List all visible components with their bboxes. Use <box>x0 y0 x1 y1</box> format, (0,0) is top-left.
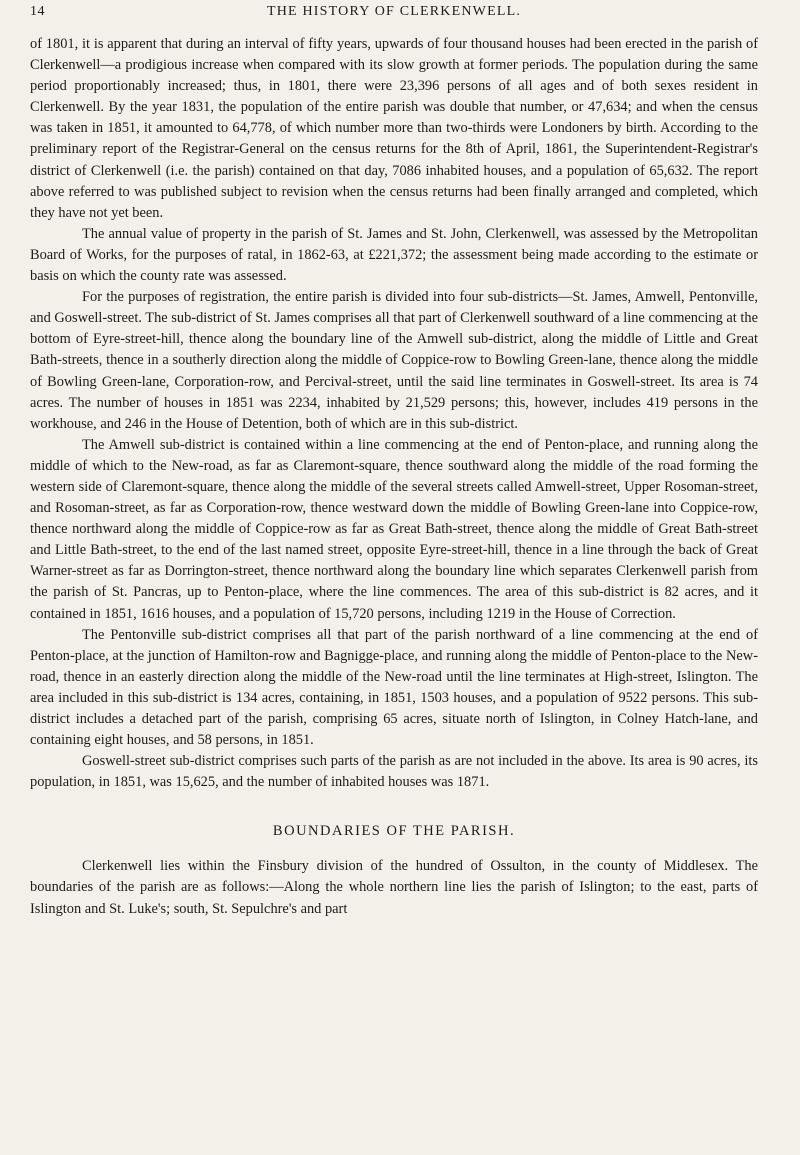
page-header <box>30 0 758 34</box>
running-head: THE HISTORY OF CLERKENWELL. <box>266 4 522 19</box>
section-heading: BOUNDARIES OF THE PARISH. <box>272 823 516 840</box>
paragraph: The Pentonville sub-district comprises all that part of the parish northward of a line commencing at the end of Penton-place, at the junction of Hamilton-row and Bagnigge-place, and running along the middle of Penton-place to the New-road, thence in an easterly direction along the middle of the New-road until the line terminates at High-street, Islington. The area included in this sub-district is 134 acres, containing, in 1851, 1503 houses, and a population of 9522 persons. This sub-district includes a detached part of the parish, comprising 65 acres, situate north of Islington, in Colney Hatch-lane, and containing eight houses, and 58 persons, in 1851. <box>30 626 758 749</box>
body-text <box>30 34 758 793</box>
section-body <box>30 856 758 919</box>
paragraph: Clerkenwell lies within the Finsbury division of the hundred of Ossulton, in the county of Middlesex. The boundaries of the parish are as follows:—Along the whole northern line lies the parish of Islington; to the east, parts of Islington and St. Luke's; south, St. Sepulchre's and part <box>30 858 758 917</box>
paragraph: The annual value of property in the parish of St. James and St. John, Clerkenwell, was assessed by the Metropolitan Board of Works, for the purposes of ratal, in 1862-63, at £221,372; the assessment being made according to the estimate or basis on which the county rate was assessed. <box>30 225 758 285</box>
paragraph: The Amwell sub-district is contained within a line commencing at the end of Penton-place, and running along the middle of which to the New-road, as far as Claremont-square, thence southward along the middle of the road forming the western side of Claremont-square, thence along the middle of the several streets called Amwell-street, Upper Rosoman-street, and Rosoman-street, as far as Corporation-row, thence westward down the middle of Bowling Green-lane into Coppice-row, thence northward along the middle of Coppice-row as far as Great Bath-street, thence along the middle of Great Bath-street and Little Bath-street, to the end of the last named street, opposite Eyre-street-hill, thence in a line through the back of Great Warner-street as far as Dorrington-street, thence northward along the boundary line which separates Clerkenwell parish from the parish of St. Pancras, up to Penton-place, where the line commences. The area of this sub-district is 82 acres, and it contained in 1851, 1616 houses, and a population of 15,720 persons, including 1219 in the House of Correction. <box>30 436 758 622</box>
paragraph: For the purposes of registration, the entire parish is divided into four sub-districts—St. James, Amwell, Pentonville, and Goswell-street. The sub-district of St. James comprises all that part of Clerkenwell southward of a line commencing at the bottom of Eyre-street-hill, thence along the boundary line of the Amwell sub-district, along the middle of Little and Great Bath-streets, thence in a southerly direction along the middle of Coppice-row to Bowling Green-lane, thence along the middle of Bowling Green-lane, Corporation-row, and Percival-street, until the said line terminates in Goswell-street. Its area is 74 acres. The number of houses in 1851 was 2234, inhabited by 21,529 persons; this, however, includes 419 persons in the workhouse, and 246 in the House of Detention, both of which are in this sub-district. <box>30 289 758 432</box>
page-number: 14 <box>30 4 45 19</box>
paragraph: Goswell-street sub-district comprises such parts of the parish as are not included in the above. Its area is 90 acres, its population, in 1851, was 15,625, and the number of inhabited houses was 1871. <box>30 753 758 791</box>
paragraph: of 1801, it is apparent that during an interval of fifty years, upwards of four thousand houses had been erected in the parish of Clerkenwell—a prodigious increase when compared with its slow growth at former periods. The population during the same period proportionably increased; thus, in 1801, there were 23,396 persons of all ages and of both sexes resident in Clerkenwell. By the year 1831, the population of the entire parish was double that number, or 47,634; and when the census was taken in 1851, it amounted to 64,778, of which number more than two-thirds were Londoners by birth. According to the preliminary report of the Registrar-General on the census returns for the 8th of April, 1861, the Superintendent-Registrar's district of Clerkenwell (i.e. the parish) contained on that day, 7086 inhabited houses, and a population of 65,632. The report above referred to was published subject to revision when the census returns had been finally arranged and completed, which they have not yet been. <box>30 36 758 221</box>
